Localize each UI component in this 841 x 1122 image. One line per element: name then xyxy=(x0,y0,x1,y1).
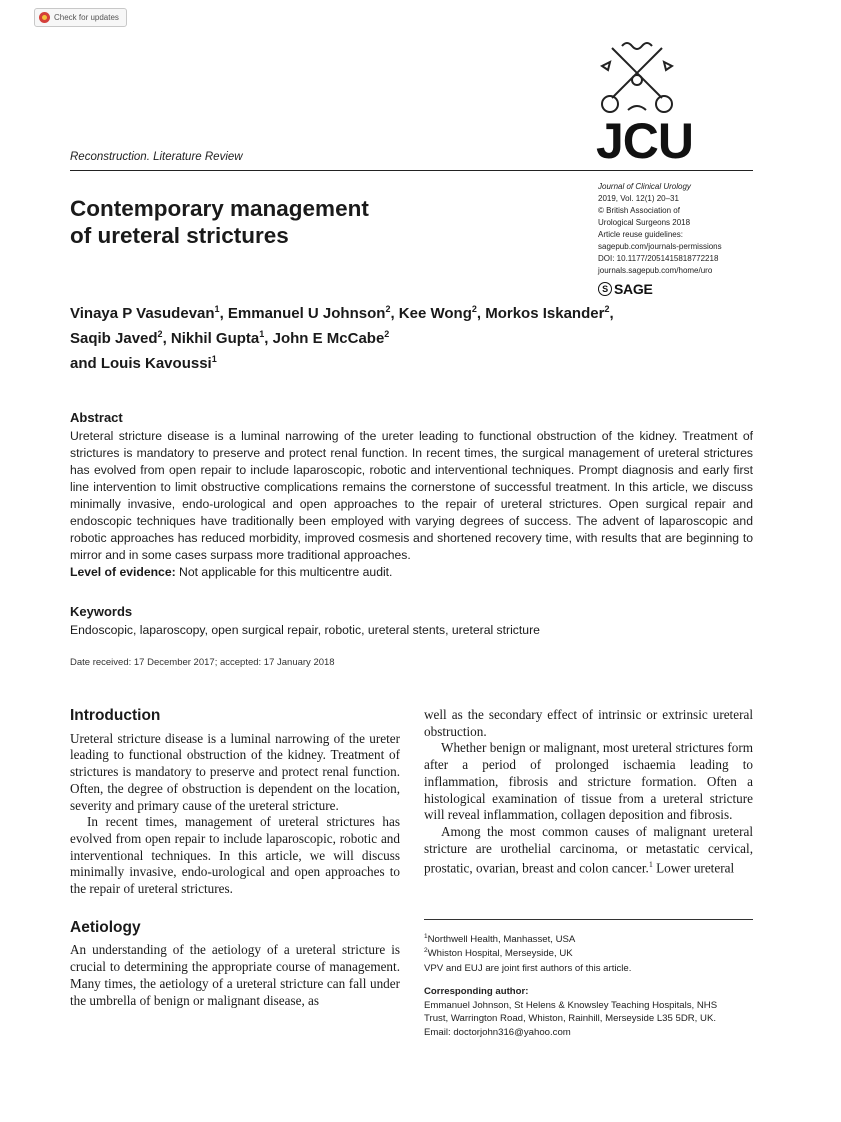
body-paragraph-malignant-causes: Among the most common causes of malignant ureteral stricture are urothelial carcinoma, or metastatic cervical, prostatic, ovarian, breast and colon cancer.$^1$ Lower ureteral xyxy=(424,823,753,876)
author-list: Vinaya P Vasudevan$^1$, Emmanuel U Johnson$^2$, Kee Wong$^2$, Morkos Iskander$^2$, Saqib Javed$^2$, Nikhil Gupta$^1$, John E McCabe$^2$ and Louis Kavoussi$^1$ xyxy=(70,304,614,372)
column-right xyxy=(424,707,753,877)
footnote-divider xyxy=(424,919,753,920)
corresponding-author-label: Corresponding author: xyxy=(424,986,529,997)
introduction-heading: Introduction xyxy=(70,707,161,724)
article-title xyxy=(70,195,450,249)
publisher-name: SAGE xyxy=(614,281,653,297)
crossmark-icon xyxy=(39,12,50,23)
title-line-1: Contemporary management xyxy=(70,196,369,221)
journal-home-link[interactable]: journals.sagepub.com/home/uro xyxy=(598,266,713,275)
loe-label: Level of evidence: xyxy=(70,565,176,579)
author: Emmanuel U Johnson$^2$ xyxy=(227,304,391,322)
author: Morkos Iskander$^2$ xyxy=(485,304,610,322)
author: Saqib Javed$^2$ xyxy=(70,329,163,347)
abstract-text: Ureteral stricture disease is a luminal narrowing of the ureter leading to functional obstruction of the kidney. Treatment of strictures is mandatory to preserve and protect renal function. In recent times, the surgical management of ureteral strictures has evolved from open repair to include laparoscopic, robotic and interventional techniques. Prompt diagnosis and early first line intervention to limit obstructive complications remains the cornerstone of successful treatment. In this article, we discuss minimally invasive, endo-urological and open approaches to the repair of ureteral strictures. Open surgical repair and endoscopic techniques have traditionally been employed with varying degrees of success. The advent of laparoscopic and robotic approaches has reduced morbidity, improved cosmesis and shortened recovery time, with results that are beginning to mirror and in some cases surpass more traditional approaches. xyxy=(70,429,753,562)
check-for-updates-button[interactable] xyxy=(34,8,127,27)
journal-name: Journal of Clinical Urology xyxy=(598,182,691,191)
journal-logo: JCU xyxy=(596,113,694,169)
journal-metadata xyxy=(598,181,758,277)
loe-value: Not applicable for this multicentre audit. xyxy=(175,565,393,579)
author: John E McCabe$^2$ xyxy=(272,329,390,347)
doi-link[interactable]: DOI: 10.1177/2051415818772218 xyxy=(598,254,719,263)
author: Vinaya P Vasudevan$^1$ xyxy=(70,304,220,322)
dates-received: Date received: 17 December 2017; accepted: 17 January 2018 xyxy=(70,657,335,668)
corresponding-author-line-2: Trust, Warrington Road, Whiston, Rainhill, Merseyside L35 5DR, UK. xyxy=(424,1013,717,1024)
corresponding-author-line-1: Emmanuel Johnson, St Helens & Knowsley Teaching Hospitals, NHS xyxy=(424,999,718,1011)
reuse-guidelines-label: Article reuse guidelines: xyxy=(598,230,683,239)
corresponding-author-email[interactable]: Email: doctorjohn316@yahoo.com xyxy=(424,1026,571,1038)
corresponding-author xyxy=(424,985,764,1039)
affiliation-1: $^1$Northwell Health, Manhasset, USA xyxy=(424,933,576,946)
sage-mark-icon: S xyxy=(598,282,612,296)
journal-issue: 2019, Vol. 12(1) 20–31 xyxy=(598,194,679,203)
check-for-updates-label: Check for updates xyxy=(54,13,119,22)
reuse-guidelines-link[interactable]: sagepub.com/journals-permissions xyxy=(598,242,722,251)
author: Kee Wong$^2$ xyxy=(398,304,477,322)
citation-ref[interactable]: 1 xyxy=(648,860,653,870)
publisher-logo xyxy=(598,281,652,297)
copyright-line-1: © British Association of xyxy=(598,206,680,215)
level-of-evidence xyxy=(70,564,392,581)
intro-paragraph-1: Ureteral stricture disease is a luminal narrowing of the ureter leading to functional obstruction of the kidney. Treatment of strictures is mandatory to preserve and protect renal function. Often, the degree of obstruction is dependent on the location, severity and primary cause of the ureteral stricture. xyxy=(70,730,400,813)
joint-authors-note: VPV and EUJ are joint first authors of this article. xyxy=(424,963,632,974)
affiliation-2: $^2$Whiston Hospital, Merseyside, UK xyxy=(424,947,573,960)
body-paragraph-benign-malignant: Whether benign or malignant, most ureteral strictures form after a period of prolonged ischaemia leading to inflammation, fibrosis and stricture formation. Often a histological examination of tissue from a ureteral stricture will reveal inflammation, collagen deposition and fibrosis. xyxy=(424,740,753,823)
author: Nikhil Gupta$^1$ xyxy=(170,329,265,347)
header-divider xyxy=(70,170,753,171)
column-left xyxy=(70,708,400,1009)
title-line-2: of ureteral strictures xyxy=(70,223,289,248)
keywords-text: Endoscopic, laparoscopy, open surgical repair, robotic, ureteral stents, ureteral stricture xyxy=(70,623,540,637)
keywords-heading: Keywords xyxy=(70,604,133,619)
article-section-label: Reconstruction. Literature Review xyxy=(70,151,243,163)
body-paragraph-continued: well as the secondary effect of intrinsic or extrinsic ureteral obstruction. xyxy=(424,707,753,739)
aetiology-paragraph-1: An understanding of the aetiology of a ureteral stricture is crucial to determining the appropriate course of management. Many times, the aetiology of a ureteral stricture can fall under the umbrella of benign or malignant disease, as xyxy=(70,942,400,1008)
aetiology-heading: Aetiology xyxy=(70,918,141,936)
author: Louis Kavoussi$^1$ xyxy=(100,354,217,372)
keys-emblem-icon xyxy=(592,38,682,118)
abstract-heading: Abstract xyxy=(70,410,123,425)
intro-paragraph-2: In recent times, management of ureteral strictures has evolved from open repair to include laparoscopic, robotic and interventional techniques. In this article, we will discuss minimally invasive, endo-urological and open approaches to the repair of ureteral strictures. xyxy=(70,814,400,897)
copyright-line-2: Urological Surgeons 2018 xyxy=(598,218,691,227)
